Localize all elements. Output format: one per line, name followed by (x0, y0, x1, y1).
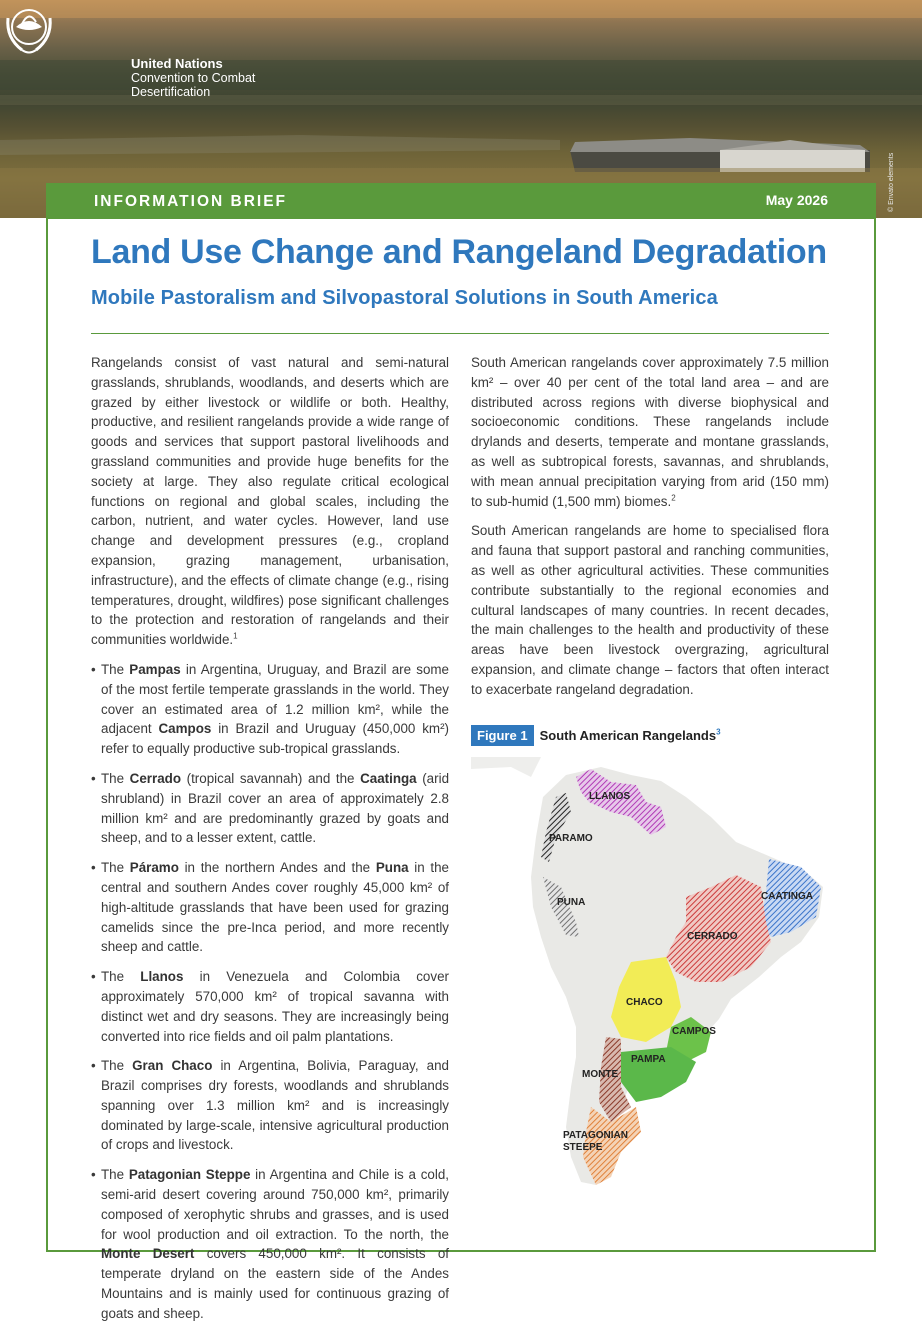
bullet-text: The (101, 661, 130, 677)
bullet-text: in Venezuela and Colombia cover approximately 570,000 km² of tropical savanna with distinct wet and dry seasons. They are increasingly being converted into rice fields and oil palm plantations. (101, 969, 449, 1044)
bullet-keyword: Puna (375, 860, 409, 876)
bullet-text: The (101, 1058, 133, 1074)
un-emblem-icon (0, 0, 58, 58)
bullet-text: covers 450,000 km². It consists of temperate dryland on the eastern side of the Andes Mountains and is mainly used for continuous grazing of goats and sheep. (101, 1246, 449, 1321)
bullet-text: The (101, 1167, 129, 1183)
bullet-text: in Argentina, Bolivia, Paraguay, and Brazil comprises dry forests, woodlands and shrublands spanning over 1.3 million km² and is increasingly dominated by large-scale, intensive agricultural production of crops and livestock. (101, 1058, 449, 1153)
list-item-gran-chaco (91, 1056, 449, 1155)
page-title: Land Use Change and Rangeland Degradation (91, 233, 827, 271)
bullet-text: in Brazil and Uruguay (450,000 km²) refer to equally productive sub-tropical grasslands. (101, 721, 449, 757)
bullet-keyword: Patagonian Steppe (128, 1167, 251, 1183)
bullet-text: in the central and southern Andes cover roughly 45,000 km² of high-altitude grasslands that have been used for grazing camelids since the pre-Inca period, and more recently sheep and cattle. (101, 860, 449, 955)
bullet-keyword: Páramo (129, 860, 179, 876)
bullet-text: in Argentina, Uruguay, and Brazil are some of the most fertile temperate grasslands in the world. They cover an estimated area of 1.2 million km², while the adjacent (101, 661, 450, 737)
org-line-2: Convention to Combat (131, 71, 256, 85)
paragraph-extent (471, 353, 829, 511)
label-paramo: PARAMO (549, 833, 593, 844)
figure-number: Figure 1 (471, 725, 534, 746)
footnote-ref: 1 (233, 631, 238, 641)
list-item-pampas (91, 660, 449, 759)
bullet-keyword: Pampas (129, 661, 181, 677)
org-line-3: Desertification (131, 85, 211, 99)
title-divider (91, 333, 829, 334)
banner-bar (46, 183, 874, 219)
bullet-text: in Argentina and Chile is a cold, semi-arid desert covering around 750,000 km², primarily composed of xerophytic shrubs and grasses, and is used for wool production and oil extraction. To the north, the (101, 1167, 449, 1242)
bullet-text: The (101, 770, 130, 786)
bullet-keyword: Llanos (140, 969, 184, 985)
bullet-text: (arid shrubland) in Brazil cover an area of approximately 2.8 million km² and are predominantly grazed by goats and sheep, and to a lesser extent, cattle. (101, 770, 450, 846)
footnote-ref: 3 (716, 727, 721, 737)
banner-label: INFORMATION BRIEF (94, 193, 288, 210)
bullet-text: The (101, 969, 141, 985)
label-llanos: LLANOS (589, 791, 631, 802)
south-america-map (471, 757, 831, 1187)
intro-paragraph (91, 353, 449, 650)
paragraph-challenges (471, 521, 829, 699)
figure-title (540, 728, 721, 743)
bullet-text: in the northern Andes and the (178, 860, 376, 876)
bullet-keyword: Campos (158, 721, 212, 737)
intro-text: Rangelands consist of vast natural and semi-natural grasslands, shrublands, woodlands, and deserts which are grazed by either livestock or wildlife or both. Healthy, productive, and resilient rangelands provide a wide range of goods and services that support pastoral livelihoods and grassland communities and provide huge benefits for the society at large. They also regulate critical ecological functions on regional and global scales, including the carbon, nutrient, and water cycles. However, land use change and development pressures (e.g., cropland expansion, grazing management, urbanisation, infrastructure), and the effects of climate change (e.g., rising temperatures, drought, wildfires) pose significant challenges to the protection and restoration of rangelands and their communities worldwide. (91, 355, 449, 648)
label-campos: CAMPOS (672, 1026, 716, 1037)
photo-credit: © Envato elements (888, 152, 895, 212)
list-item-paramo (91, 858, 449, 957)
label-caatinga: CAATINGA (761, 891, 814, 902)
list-item-patagonian-steppe (91, 1165, 449, 1323)
label-puna: PUNA (557, 897, 586, 908)
left-column (91, 353, 449, 1334)
organization-name (131, 57, 255, 99)
paragraph-text: South American rangelands are home to specialised flora and fauna that support pastoral and ranching communities, as well as other agricultural activities. These communities contribute substantially to the regional economies and cultural landscapes of many countries. In recent decades, the main challenges to the health and productivity of these areas have been livestock overgrazing, agricultural expansion, and climate change – factors that often interact to exacerbate rangeland degradation. (471, 523, 829, 697)
label-patagonian: PATAGONIAN (563, 1130, 628, 1141)
bullet-text: (tropical savannah) and the (181, 770, 361, 786)
footnote-ref: 2 (671, 493, 676, 503)
figure-title-text: South American Rangelands (539, 728, 717, 743)
list-item-cerrado (91, 769, 449, 848)
region-list (91, 660, 449, 1324)
bullet-keyword: Gran Chaco (132, 1058, 213, 1074)
org-line-1: United Nations (131, 56, 223, 71)
figure-caption (471, 725, 721, 746)
label-cerrado: CERRADO (687, 931, 738, 942)
publication-date: May 2026 (765, 192, 828, 208)
list-item-llanos (91, 967, 449, 1046)
page-subtitle: Mobile Pastoralism and Silvopastoral Solutions in South America (91, 287, 718, 309)
label-monte: MONTE (582, 1069, 619, 1080)
bullet-keyword: Cerrado (129, 770, 182, 786)
label-steepe: STEEPE (563, 1142, 603, 1153)
bullet-text: The (101, 860, 130, 876)
label-chaco: CHACO (626, 997, 663, 1008)
label-pampa: PAMPA (631, 1054, 666, 1065)
bullet-keyword: Caatinga (360, 770, 417, 786)
bullet-keyword: Monte Desert (101, 1246, 195, 1262)
right-column (471, 353, 829, 710)
paragraph-text: South American rangelands cover approximately 7.5 million km² – over 40 per cent of the total land area – and are distributed across regions with diverse biophysical and socioeconomic conditions. These rangelands include drylands and deserts, temperate and montane grasslands, as well as subtropical forests, savannas, and shrublands, with mean annual precipitation varying from arid (150 mm) to sub-humid (1,500 mm) biomes. (471, 355, 829, 509)
